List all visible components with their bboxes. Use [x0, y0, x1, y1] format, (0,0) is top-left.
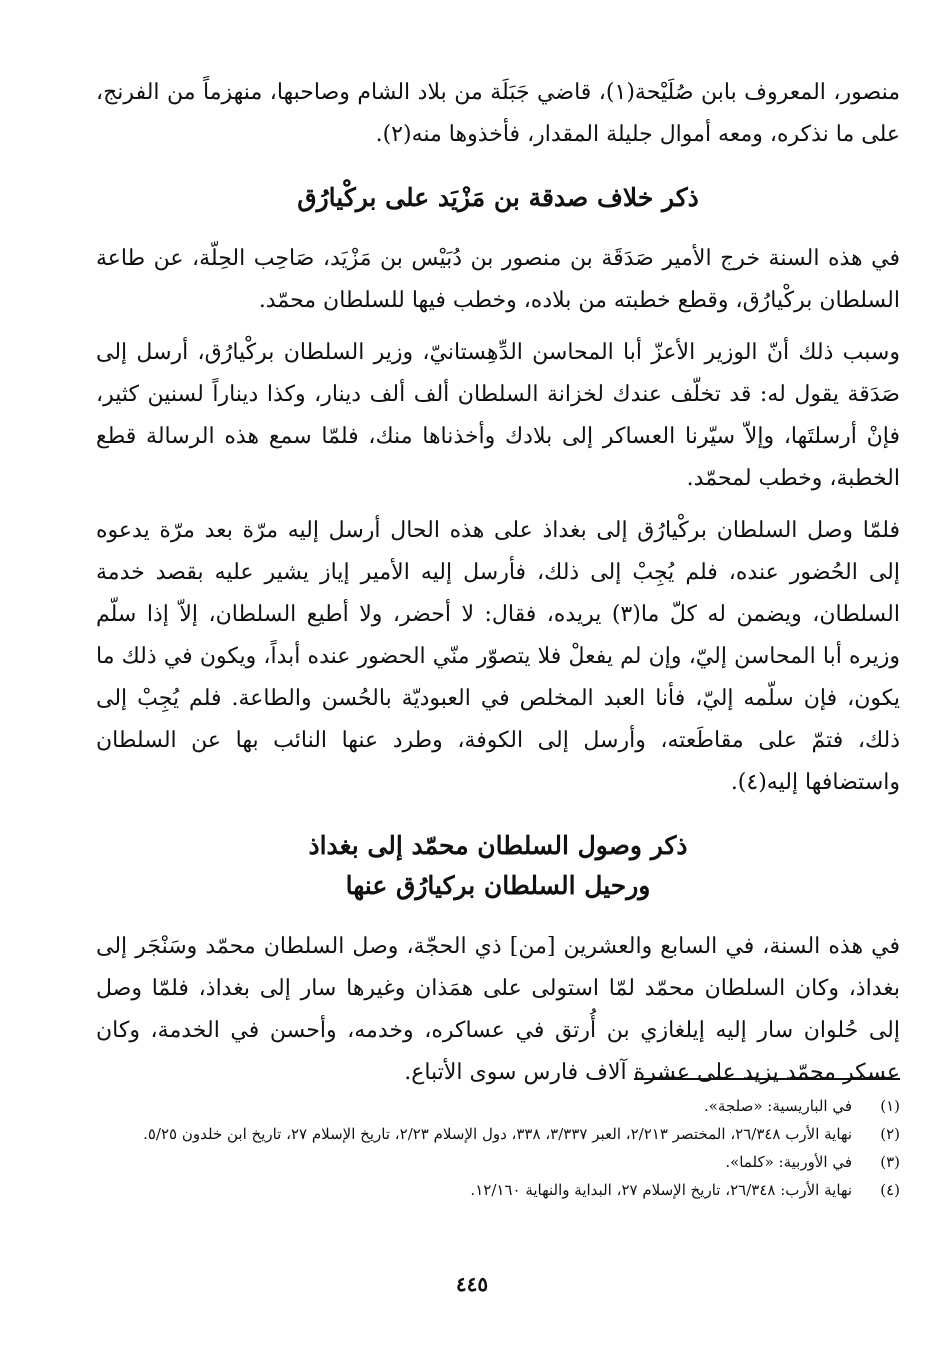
footnote-text: نهاية الأرب ٢٦/٣٤٨، المختصر ٢/٢١٣، العبر ٣/٣٣٧، ٣٣٨، دول الإسلام ٢/٢٣، تاريخ الإسلام ٢٧، تاريخ ابن خلدون ٥/٢٥.	[143, 1125, 852, 1143]
section-heading-line-2: ورحيل السلطان بركيارُق عنها	[345, 871, 651, 900]
section-heading-muhammad	[96, 826, 900, 906]
footnote-text: في الأوربية: «كلما».	[725, 1153, 852, 1171]
section-heading-line-1: ذكر وصول السلطان محمّد إلى بغداذ	[308, 831, 688, 860]
footnote-text: نهاية الأرب: ٢٦/٣٤٨، تاريخ الإسلام ٢٧، البداية والنهاية ١٢/١٦٠.	[470, 1181, 852, 1199]
footnote-2	[96, 1120, 900, 1148]
footnote-1	[96, 1092, 900, 1120]
footnote-number: (٢)	[880, 1125, 900, 1143]
paragraph-sadaqa-revolt: في هذه السنة خرج الأمير صَدَقَة بن منصور بن دُبَيْس بن مَزْيَد، صَاحِب الحِلّة، عن طاعة السلطان بركْيارُق، وقطع خطبته من بلاده، وخطب فيها للسلطان محمّد.	[96, 246, 900, 313]
footnote-number: (٣)	[880, 1153, 900, 1171]
footnote-4	[96, 1176, 900, 1204]
footnote-number: (١)	[880, 1097, 900, 1115]
footnote-number: (٤)	[880, 1181, 900, 1199]
footnote-3	[96, 1148, 900, 1176]
paragraph-muhammad-baghdad: في هذه السنة، في السابع والعشرين [من] ذي الحجّة، وصل السلطان محمّد وسَنْجَر إلى بغداذ، وكان السلطان محمّد لمّا استولى على همَذان وغيرها سار إلى بغداذ، فلمّا وصل إلى حُلوان سار إليه إيلغازي بن أُرتق في عساكره، وخدمه، وأحسن في الخدمة، وكان عسكر محمّد يزيد على عشرة آلاف فارس سوى الأتباع.	[96, 934, 900, 1085]
page-number: ٤٤٥	[455, 1272, 489, 1296]
footnotes	[96, 1078, 900, 1204]
footnote-divider	[634, 1078, 900, 1080]
footnote-text: في الباريسية: «صلجة».	[703, 1097, 852, 1115]
paragraph-sultan-arrival: فلمّا وصل السلطان بركْيارُق إلى بغداذ على هذه الحال أرسل إليه مرّة بعد مرّة يدعوه إلى الحُضور عنده، فلم يُجِبْ إلى ذلك، فأرسل إليه الأمير إياز يشير عليه بقصد خدمة السلطان، ويضمن له كلّ ما(٣) يريده، فقال: لا أحضر، ولا أطيع السلطان، إلاّ إذا سلّم وزيره أبا المحاسن إليّ، وإن لم يفعلْ فلا يتصوّر منّي الحضور عنده أبداً، ويكون في ذلك ما يكون، فإن سلّمه إليّ، فأنا العبد المخلص في العبوديّة بالحُسن والطاعة. فلم يُجِبْ إلى ذلك، فتمّ على مقاطَعته، وأرسل إلى الكوفة، وطرد عنها النائب بها عن السلطان واستضافها إليه(٤).	[96, 518, 900, 795]
section-heading-sadaqa: ذكر خلاف صدقة بن مَزْيَد على بركْيارُق	[297, 183, 699, 212]
paragraph-intro: منصور، المعروف بابن صُلَيْحة(١)، قاضي جَبَلَة من بلاد الشام وصاحبها، منهزماً من الفرنج، على ما نذكره، ومعه أموال جليلة المقدار، فأخذوها منه(٢).	[96, 80, 900, 147]
paragraph-reason: وسبب ذلك أنّ الوزير الأعزّ أبا المحاسن الدِّهِستانيّ، وزير السلطان بركْيارُق، أرسل إلى صَدَقة يقول له: قد تخلّف عندك لخزانة السلطان ألف ألف دينار، وكذا ديناراً لسنين كثير، فإنْ أرسلتَها، وإلاّ سيّرنا العساكر إلى بلادك وأخذناها منك، فلمّا سمع هذه الرسالة قطع الخطبة، وخطب لمحمّد.	[96, 340, 900, 491]
